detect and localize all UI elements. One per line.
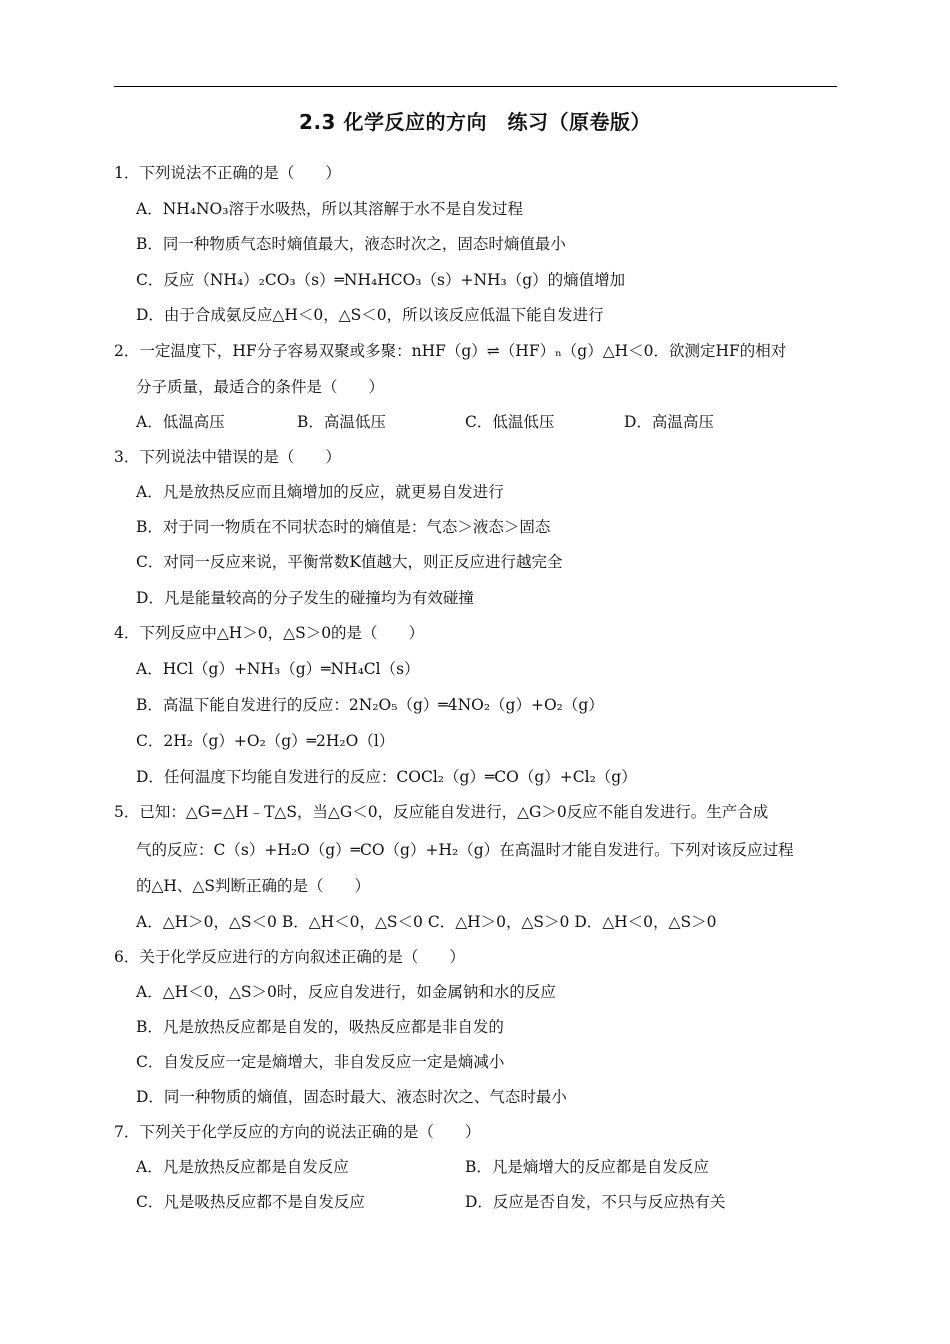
question-2-stem-cont: 分子质量，最适合的条件是（ ） <box>136 378 385 396</box>
question-7-option-d: D．反应是否自发，不只与反应热有关 <box>465 1193 726 1211</box>
question-2-option-d: D．高温高压 <box>624 413 714 431</box>
question-2-option-b: B．高温低压 <box>297 413 386 431</box>
question-4-option-b: B．高温下能自发进行的反应：2N₂O₅（g）═4NO₂（g）+O₂（g） <box>136 696 604 714</box>
question-6-option-d: D．同一种物质的熵值，固态时最大、液态时次之、气态时最小 <box>136 1088 567 1106</box>
question-6-stem: 6．关于化学反应进行的方向叙述正确的是（ ） <box>114 948 465 966</box>
question-4-option-d: D．任何温度下均能自发进行的反应：COCl₂（g）═CO（g）+Cl₂（g） <box>136 768 637 786</box>
question-3-option-d: D．凡是能量较高的分子发生的碰撞均为有效碰撞 <box>136 589 474 607</box>
question-5-stem-cont: 气的反应：C（s）+H₂O（g）═CO（g）+H₂（g）在高温时才能自发进行。下列对该反应过程 <box>136 841 794 859</box>
question-5-stem-cont2: 的△H、△S判断正确的是（ ） <box>136 877 370 895</box>
question-7-option-b: B．凡是熵增大的反应都是自发反应 <box>465 1158 709 1176</box>
question-3-option-c: C．对同一反应来说，平衡常数K值越大，则正反应进行越完全 <box>136 553 563 571</box>
question-6-option-a: A．△H＜0，△S＞0时，反应自发进行，如金属钠和水的反应 <box>136 983 556 1001</box>
question-1-option-d: D．由于合成氨反应△H＜0，△S＜0，所以该反应低温下能自发进行 <box>136 306 604 324</box>
question-4-option-a: A．HCl（g）+NH₃（g）═NH₄Cl（s） <box>136 660 420 678</box>
question-6-option-c: C．自发反应一定是熵增大，非自发反应一定是熵减小 <box>136 1053 505 1071</box>
question-5-options: A．△H＞0，△S＜0 B．△H＜0，△S＜0 C．△H＞0，△S＞0 D．△H＜0，△S＞0 <box>136 913 717 931</box>
question-2-option-c: C．低温低压 <box>465 413 555 431</box>
question-2-option-a: A．低温高压 <box>136 413 225 431</box>
header-rule <box>114 86 837 87</box>
question-1-option-c: C．反应（NH₄）₂CO₃（s）═NH₄HCO₃（s）+NH₃（g）的熵值增加 <box>136 271 626 289</box>
question-3-option-a: A．凡是放热反应而且熵增加的反应，就更易自发进行 <box>136 483 504 501</box>
question-3-option-b: B．对于同一物质在不同状态时的熵值是：气态＞液态＞固态 <box>136 518 551 536</box>
question-7-option-c: C．凡是吸热反应都不是自发反应 <box>136 1193 365 1211</box>
question-7-stem: 7．下列关于化学反应的方向的说法正确的是（ ） <box>114 1123 481 1141</box>
question-3-stem: 3．下列说法中错误的是（ ） <box>114 448 341 466</box>
question-5-stem: 5．已知：△G=△H﹣T△S，当△G＜0，反应能自发进行，△G＞0反应不能自发进行。生产合成 <box>114 803 769 821</box>
question-4-option-c: C．2H₂（g）+O₂（g）═2H₂O（l） <box>136 732 395 750</box>
question-7-option-a: A．凡是放热反应都是自发反应 <box>136 1158 349 1176</box>
page-title: 2.3 化学反应的方向 练习（原卷版） <box>299 110 651 134</box>
question-1-option-a: A．NH₄NO₃溶于水吸热，所以其溶解于水不是自发过程 <box>136 200 523 218</box>
question-2-stem: 2．一定温度下，HF分子容易双聚或多聚：nHF（g）⇌（HF）ₙ（g）△H＜0．欲测定HF的相对 <box>114 342 787 360</box>
question-6-option-b: B．凡是放热反应都是自发的，吸热反应都是非自发的 <box>136 1018 504 1036</box>
question-4-stem: 4．下列反应中△H＞0，△S＞0的是（ ） <box>114 624 425 642</box>
question-1-option-b: B．同一种物质气态时熵值最大，液态时次之，固态时熵值最小 <box>136 235 566 253</box>
question-1-stem: 1．下列说法不正确的是（ ） <box>114 164 341 182</box>
